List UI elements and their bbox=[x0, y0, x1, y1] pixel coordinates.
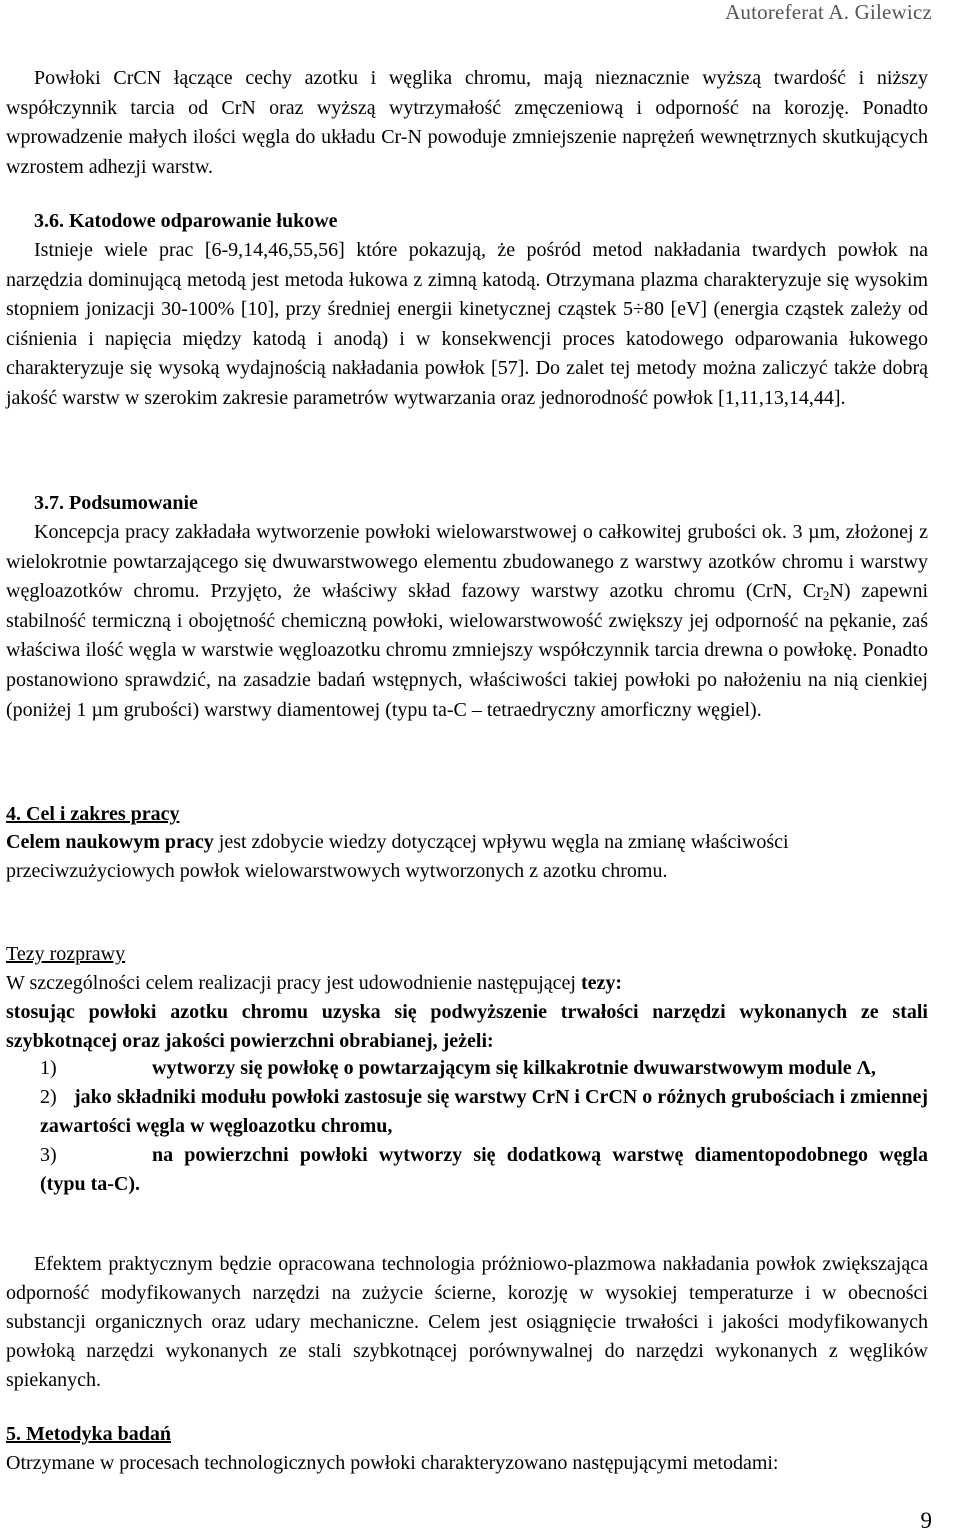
section-3-6-paragraph: Istnieje wiele prac [6-9,14,46,55,56] które pokazują, że pośród metod nakładania twardych powłok na narzędzia dominującą metodą jest metoda łukowa z zimną katodą. Otrzymana plazma charakteryzuje się wysokim stopniem jonizacji 30-100% [10], przy średniej energii kinetycznej cząstek 5÷80 [eV] (energia cząstek zależy od ciśnienia i napięcia między katodą i anodą) i w konsekwencji proces katodowego odparowania łukowego charakteryzuje się wysoką wydajnością nakładania powłok [57]. Do zalet tej metody można zaliczyć także dobrą jakość warstw w szerokim zakresie parametrów wytwarzania oraz jednorodność powłok [1,11,13,14,44]. bbox=[6, 239, 928, 409]
section-5-heading bbox=[6, 1420, 928, 1450]
section-5-paragraph: Otrzymane w procesach technologicznych powłoki charakteryzowano następującymi metodami: bbox=[6, 1452, 779, 1474]
running-header: Autoreferat A. Gilewicz bbox=[725, 0, 932, 24]
theses-list bbox=[6, 1054, 928, 1199]
theses-item-3-text: na powierzchni powłoki wytworzy się dodatkową warstwę diamentopodobnego węgla (typu ta-C). bbox=[40, 1144, 928, 1195]
theses-list-item-3 bbox=[6, 1141, 928, 1199]
theses-list-item-2 bbox=[6, 1083, 928, 1141]
theses-intro-bold: tezy: bbox=[580, 972, 623, 994]
goal-text: jest zdobycie wiedzy dotyczącej wpływu węgla na zmianę właściwości przeciwzużyciowych powłok wielowarstwowych wytworzonych z azotku chromu. bbox=[6, 831, 789, 882]
section-4-goal bbox=[6, 828, 866, 886]
section-4-heading bbox=[6, 800, 928, 830]
theses-heading bbox=[6, 940, 928, 970]
intro-paragraph: Powłoki CrCN łączące cechy azotku i węglika chromu, mają nieznacznie wyższą twardość i niższy współczynnik tarcia od CrN oraz wyższą wytrzymałość zmęczeniową i odporność na korozję. Ponadto wprowadzenie małych ilości węgla do układu Cr-N powoduje zmniejszenie naprężeń wewnętrznych skutkujących wzrostem adhezji warstw. bbox=[6, 67, 928, 178]
section-3-7-text-part1: Koncepcja pracy zakładała wytworzenie powłoki wielowarstwowej o całkowitej grubości ok. 3 µm, złożonej z wielokrotnie powtarzającego się dwuwarstwowego elementu zbudowanego z warstwy azotków chromu i warstwy węgloazotków chromu. Przyjęto, że właściwy skład fazowy warstwy azotku chromu (CrN, Cr bbox=[6, 521, 928, 603]
effect-paragraph: Efektem praktycznym będzie opracowana technologia próżniowo-plazmowa nakładania powłok zwiększająca odporność modyfikowanych narzędzi na zużycie ścierne, korozję w wysokiej temperaturze i w obecności substancji organicznych oraz udary mechaniczne. Celem jest osiągnięcie trwałości i jakości modyfikowanych powłoką narzędzi wykonanych ze stali szybkotnącej porównywalnej do narzędzi wykonanych z węglików spiekanych. bbox=[6, 1253, 928, 1391]
section-3-7-paragraph bbox=[6, 518, 928, 725]
theses-intro bbox=[6, 969, 928, 998]
page-number: 9 bbox=[920, 1508, 932, 1533]
theses-item-3-number: 3) bbox=[40, 1144, 57, 1166]
theses-intro-text: W szczególności celem realizacji pracy jest udowodnienie następującej bbox=[6, 972, 581, 994]
theses-item-2-text: jako składniki modułu powłoki zastosuje się warstwy CrN i CrCN o różnych grubościach i zmiennej zawartości węgla w węgloazotku chromu, bbox=[40, 1086, 928, 1137]
goal-bold-label: Celem naukowym pracy bbox=[6, 831, 214, 853]
section-3-7-text-part2: N) zapewni stabilność termiczną i obojętność chemiczną powłoki, wielowarstwowość zwiększy jej odporność na pękanie, zaś właściwa ilość węgla w warstwie węgloazotku chromu zmniejszy współczynnik tarcia drewna o powłokę. Ponadto postanowiono sprawdzić, na zasadzie badań wstępnych, właściwości takiej powłoki po nałożeniu na nią cienkiej (poniżej 1 µm grubości) warstwy diamentowej (typu ta-C – tetraedryczny amorficzny węgiel). bbox=[6, 580, 929, 721]
theses-item-2-number: 2) bbox=[40, 1086, 57, 1108]
theses-statement: stosując powłoki azotku chromu uzyska się podwyższenie trwałości narzędzi wykonanych ze stali szybkotnącej oraz jakości powierzchni obrabianej, jeżeli: bbox=[6, 1001, 928, 1052]
theses-item-1-text: wytworzy się powłokę o powtarzającym się kilkakrotnie dwuwarstwowym module Λ, bbox=[152, 1057, 876, 1079]
section-3-7-heading: 3.7. Podsumowanie bbox=[34, 492, 198, 514]
section-5-heading-text: 5. Metodyka badań bbox=[6, 1423, 172, 1445]
theses-heading-text: Tezy rozprawy bbox=[6, 943, 126, 965]
theses-item-1-number: 1) bbox=[40, 1057, 57, 1079]
section-3-6-heading: 3.6. Katodowe odparowanie łukowe bbox=[34, 210, 338, 232]
theses-list-item-1 bbox=[6, 1054, 928, 1083]
subscript-2: 2 bbox=[822, 588, 830, 604]
section-4-heading-text: 4. Cel i zakres pracy bbox=[6, 803, 180, 825]
